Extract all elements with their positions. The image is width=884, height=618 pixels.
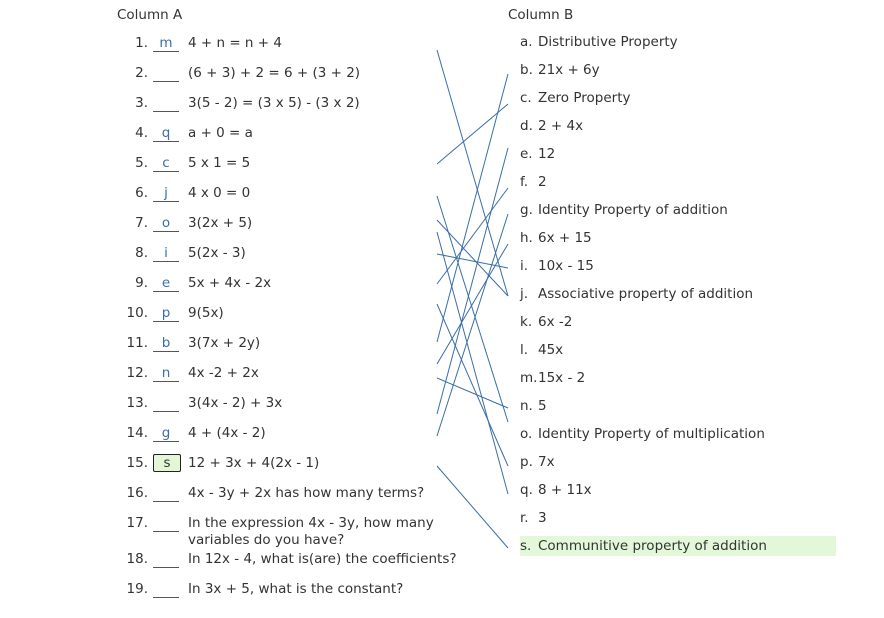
row-number: 19. (126, 581, 148, 597)
answer-blank[interactable]: o (153, 213, 179, 232)
column-b-option[interactable] (520, 172, 836, 192)
question-text: In 12x - 4, what is(are) the coefficients? (188, 551, 457, 567)
column-b-option[interactable] (520, 312, 836, 332)
column-a-title: Column A (117, 7, 183, 23)
column-b-option[interactable] (520, 452, 836, 472)
option-text: 21x + 6y (538, 62, 600, 78)
row-number: 10. (126, 305, 148, 321)
answer-blank[interactable] (153, 93, 179, 112)
answer-blank[interactable]: p (153, 303, 179, 322)
option-letter: g. (520, 202, 533, 218)
question-text: 4 + (4x - 2) (188, 425, 266, 441)
row-number: 15. (126, 455, 148, 471)
option-letter: c. (520, 90, 532, 106)
answer-blank[interactable] (153, 549, 179, 568)
row-number: 7. (135, 215, 148, 231)
column-b-option[interactable] (520, 368, 836, 388)
option-text: 5 (538, 398, 547, 414)
column-b-option[interactable] (520, 60, 836, 80)
option-text: Associative property of addition (538, 286, 754, 302)
column-b-option[interactable] (520, 508, 836, 528)
option-text: Communitive property of addition (538, 538, 767, 554)
question-text: 5x + 4x - 2x (188, 275, 272, 291)
question-text: In 3x + 5, what is the constant? (188, 581, 404, 597)
question-text: 3(5 - 2) = (3 x 5) - (3 x 2) (188, 95, 360, 111)
option-letter: r. (520, 510, 529, 526)
option-text: Distributive Property (538, 34, 678, 50)
option-letter: d. (520, 118, 533, 134)
option-letter: l. (520, 342, 529, 358)
row-number: 6. (135, 185, 148, 201)
row-number: 14. (126, 425, 148, 441)
option-text: 10x - 15 (538, 258, 594, 274)
row-number: 16. (126, 485, 148, 501)
answer-blank[interactable]: s (153, 454, 181, 472)
row-number: 4. (135, 125, 148, 141)
option-letter: i. (520, 258, 529, 274)
question-text: 9(5x) (188, 305, 224, 321)
column-b-option[interactable] (520, 228, 836, 248)
option-letter: j. (520, 286, 529, 302)
column-b-option[interactable] (520, 340, 836, 360)
match-line (437, 74, 508, 342)
option-letter: k. (520, 314, 533, 330)
row-number: 13. (126, 395, 148, 411)
question-text: 3(2x + 5) (188, 215, 253, 231)
option-letter: o. (520, 426, 533, 442)
row-number: 18. (126, 551, 148, 567)
column-b-option[interactable] (520, 144, 836, 164)
column-b-option[interactable] (520, 284, 836, 304)
row-number: 12. (126, 365, 148, 381)
answer-blank[interactable]: m (153, 33, 179, 52)
option-text: 3 (538, 510, 547, 526)
column-b-title: Column B (508, 7, 574, 23)
match-line (437, 188, 508, 284)
question-text: In the expression 4x - 3y, how many variables do you have? (188, 515, 434, 548)
answer-blank[interactable] (153, 579, 179, 598)
row-number: 9. (135, 275, 148, 291)
option-letter: f. (520, 174, 529, 190)
option-letter: m. (520, 370, 538, 386)
column-b-option[interactable] (520, 256, 836, 276)
question-text: a + 0 = a (188, 125, 253, 141)
row-number: 17. (126, 515, 148, 531)
answer-blank[interactable] (153, 513, 179, 532)
question-text: (6 + 3) + 2 = 6 + (3 + 2) (188, 65, 361, 81)
option-text: Identity Property of addition (538, 202, 728, 218)
option-letter: a. (520, 34, 533, 50)
question-text: 3(7x + 2y) (188, 335, 261, 351)
column-b-option[interactable] (520, 424, 836, 444)
answer-blank[interactable]: b (153, 333, 179, 352)
answer-blank[interactable] (153, 483, 179, 502)
option-letter: n. (520, 398, 533, 414)
question-text: 3(4x - 2) + 3x (188, 395, 283, 411)
column-b-option[interactable] (520, 116, 836, 136)
row-number: 3. (135, 95, 148, 111)
column-b-option[interactable] (520, 32, 836, 52)
option-letter: h. (520, 230, 533, 246)
row-number: 5. (135, 155, 148, 171)
option-text: 6x + 15 (538, 230, 592, 246)
option-text: Zero Property (538, 90, 631, 106)
answer-blank[interactable] (153, 393, 179, 412)
option-text: 12 (538, 146, 556, 162)
option-text: 45x (538, 342, 564, 358)
row-number: 8. (135, 245, 148, 261)
option-text: Identity Property of multiplication (538, 426, 765, 442)
question-text: 4 x 0 = 0 (188, 185, 251, 201)
answer-blank[interactable]: i (153, 243, 179, 262)
row-number: 1. (135, 35, 148, 51)
option-text: 2 + 4x (538, 118, 584, 134)
column-b-option[interactable] (520, 396, 836, 416)
row-number: 2. (135, 65, 148, 81)
option-text: 6x -2 (538, 314, 573, 330)
option-letter: p. (520, 454, 533, 470)
answer-blank[interactable]: e (153, 273, 179, 292)
option-text: 8 + 11x (538, 482, 592, 498)
option-letter: e. (520, 146, 533, 162)
answer-blank[interactable]: j (153, 183, 179, 202)
question-text: 5(2x - 3) (188, 245, 246, 261)
option-text: 2 (538, 174, 547, 190)
answer-blank[interactable]: q (153, 123, 179, 142)
column-b-option[interactable] (520, 88, 836, 108)
row-number: 11. (126, 335, 148, 351)
column-b-option[interactable] (520, 200, 836, 220)
answer-blank[interactable]: n (153, 363, 179, 382)
answer-blank[interactable]: g (153, 423, 179, 442)
option-text: 7x (538, 454, 555, 470)
question-text: 12 + 3x + 4(2x - 1) (188, 455, 320, 471)
option-text: 15x - 2 (538, 370, 586, 386)
question-text: 5 x 1 = 5 (188, 155, 251, 171)
question-text: 4 + n = n + 4 (188, 35, 282, 51)
question-text: 4x - 3y + 2x has how many terms? (188, 485, 425, 501)
answer-blank[interactable] (153, 63, 179, 82)
column-b-option[interactable] (520, 480, 836, 500)
answer-blank[interactable]: c (153, 153, 179, 172)
option-letter: q. (520, 482, 533, 498)
option-letter: s. (520, 538, 532, 554)
option-letter: b. (520, 62, 533, 78)
question-text: 4x -2 + 2x (188, 365, 259, 381)
column-b-option[interactable] (520, 536, 836, 556)
